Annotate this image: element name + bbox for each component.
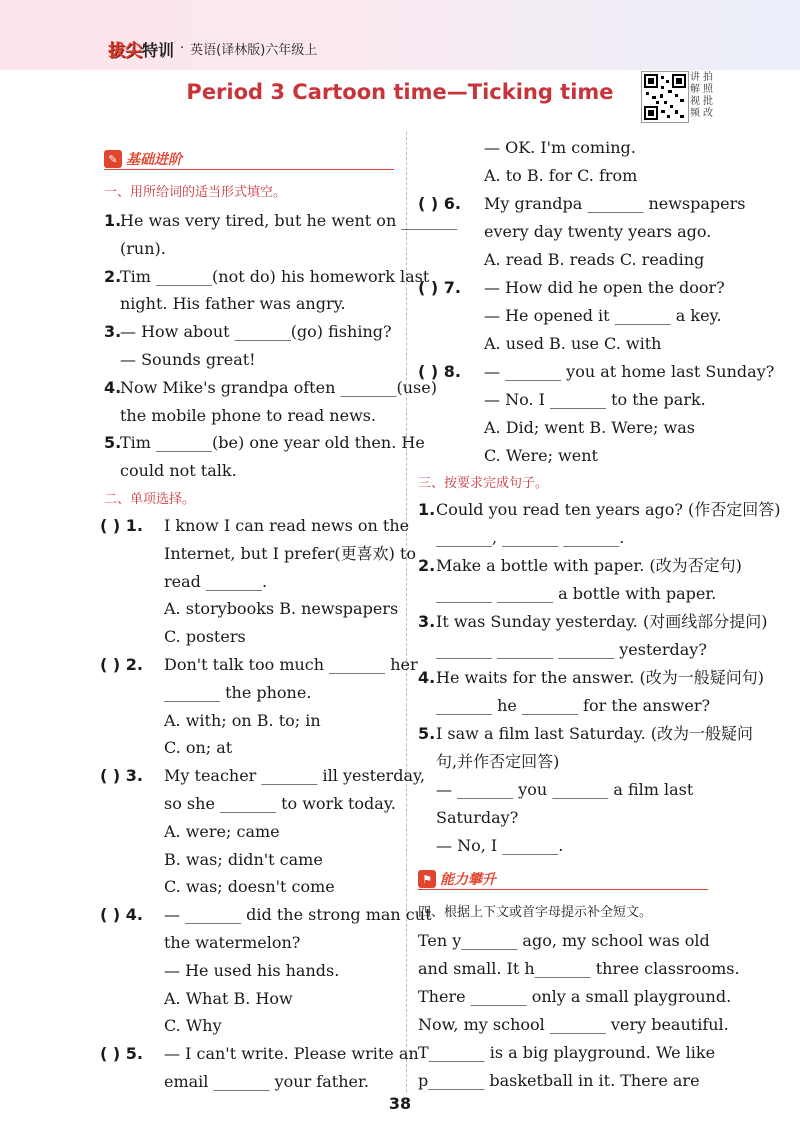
question-line	[100, 738, 232, 758]
question-text: — _______ you _______ a film last	[436, 780, 694, 799]
question-number: 2.	[418, 556, 436, 575]
question-number: 3.	[104, 322, 122, 342]
page-title: Period 3 Cartoon time—Ticking time	[186, 80, 614, 104]
question-line	[418, 166, 637, 186]
question-line	[100, 711, 321, 731]
question-number: 1.	[418, 500, 436, 519]
question-line	[100, 1072, 369, 1092]
question-text: Tim _______(not do) his homework last	[120, 266, 430, 286]
question-line	[418, 640, 707, 660]
question-line	[418, 780, 693, 800]
question-line	[418, 752, 559, 772]
question-line	[418, 836, 563, 856]
question-text: A. read B. reads C. reading	[484, 250, 705, 269]
question-text: could not talk.	[120, 461, 237, 481]
question-text: the mobile phone to read news.	[120, 405, 377, 425]
question-line	[100, 544, 416, 564]
question-text: Saturday?	[436, 808, 519, 827]
question-number: 2.	[104, 266, 122, 286]
flag-icon: ⚑	[418, 870, 436, 888]
question-text: night. His father was angry.	[120, 294, 346, 314]
question-text: A. What B. How	[164, 988, 293, 1008]
question-line	[418, 418, 695, 438]
question-number: 4.	[104, 377, 122, 397]
question-line	[418, 334, 661, 354]
question-line	[100, 766, 425, 786]
question-line	[418, 584, 716, 604]
question-line	[104, 350, 256, 370]
question-line	[104, 267, 429, 287]
banner-underline	[418, 889, 708, 890]
question-number: ( ) 8.	[418, 362, 461, 381]
question-text: C. Were; went	[484, 446, 598, 465]
question-number: ( ) 6.	[418, 194, 461, 213]
question-text: _______ _______ a bottle with paper.	[436, 584, 717, 603]
question-number: ( ) 5.	[100, 1044, 143, 1064]
question-text: A. were; came	[164, 821, 280, 841]
question-line	[418, 446, 598, 466]
question-number: 5.	[418, 724, 436, 743]
question-line	[418, 696, 710, 716]
question-text: A. Did; went B. Were; was	[484, 418, 695, 437]
question-text: _______ he _______ for the answer?	[436, 696, 711, 715]
question-text: A. used B. use C. with	[484, 334, 662, 353]
question-text: C. was; doesn't come	[164, 877, 335, 897]
question-number: 4.	[418, 668, 436, 687]
question-text: email _______ your father.	[164, 1072, 369, 1091]
question-number: ( ) 3.	[100, 766, 143, 786]
question-line	[100, 822, 280, 842]
header-dot: ·	[180, 40, 185, 56]
question-line	[100, 599, 398, 619]
question-text: I saw a film last Saturday. (改为一般疑问	[436, 724, 753, 743]
question-text: Don't talk too much _______ her	[164, 655, 418, 674]
qr-code[interactable]	[641, 71, 689, 123]
question-text: — I can't write. Please write an	[164, 1044, 419, 1064]
question-text: 句,并作否定回答)	[436, 752, 560, 771]
question-line	[100, 1044, 419, 1064]
question-line	[100, 933, 300, 953]
question-text: Tim _______(be) one year old then. He	[120, 433, 425, 453]
question-line	[418, 528, 624, 548]
question-line	[418, 194, 745, 214]
question-number: 1.	[104, 211, 122, 230]
question-line	[100, 850, 323, 870]
passage-line: Ten y_______ ago, my school was old	[418, 931, 710, 950]
question-number: 5.	[104, 433, 122, 453]
question-line	[104, 294, 346, 314]
question-text: A. storybooks B. newspapers	[164, 599, 399, 619]
question-text: — OK. I'm coming.	[484, 138, 636, 157]
passage-line: p_______ basketball in it. There are	[418, 1071, 700, 1090]
question-line	[100, 627, 246, 647]
question-line	[100, 1016, 222, 1036]
question-text: My teacher _______ ill yesterday,	[164, 766, 425, 786]
question-line	[418, 724, 753, 744]
question-line	[418, 612, 767, 632]
question-text: Make a bottle with paper. (改为否定句)	[436, 556, 742, 575]
section-banner-advanced: ⚑ 能力攀升	[418, 868, 496, 890]
question-text: _______ _______ _______ yesterday?	[436, 640, 707, 659]
question-text: B. was; didn't came	[164, 849, 323, 869]
question-text: C. posters	[164, 627, 246, 647]
question-text: (run).	[120, 238, 166, 258]
question-text: — No, I _______.	[436, 836, 564, 855]
question-text: My grandpa _______ newspapers	[484, 194, 746, 213]
section-3-heading: 三、按要求完成句子。	[418, 476, 549, 491]
question-number: ( ) 2.	[100, 655, 143, 674]
passage-line: and small. It h_______ three classrooms.	[418, 959, 740, 978]
question-text: Internet, but I prefer(更喜欢) to	[164, 543, 417, 563]
question-line	[100, 794, 396, 814]
passage-line: Now, my school _______ very beautiful.	[418, 1015, 729, 1034]
question-text: — No. I _______ to the park.	[484, 390, 706, 409]
question-text: _______, _______ _______.	[436, 528, 625, 547]
question-text: He was very tired, but he went on _______	[120, 211, 458, 230]
series-title: 英语(译林版)六年级上	[190, 42, 318, 58]
question-line	[418, 222, 711, 242]
question-text: C. on; at	[164, 738, 233, 758]
question-line	[104, 378, 437, 398]
question-text: — He opened it _______ a key.	[484, 306, 722, 325]
question-line	[104, 211, 457, 231]
question-text: C. Why	[164, 1016, 222, 1036]
question-number: ( ) 4.	[100, 905, 143, 925]
question-text: — Sounds great!	[120, 350, 256, 369]
question-line	[418, 278, 725, 298]
question-text: every day twenty years ago.	[484, 222, 712, 241]
question-line	[418, 362, 774, 382]
question-text: — _______ did the strong man cut	[164, 905, 432, 925]
question-line	[418, 668, 764, 688]
question-line	[100, 572, 267, 592]
question-line	[104, 239, 166, 259]
question-text: — He used his hands.	[164, 960, 340, 980]
question-line	[100, 961, 339, 981]
banner-underline	[104, 169, 394, 170]
question-line	[418, 250, 704, 270]
question-line	[100, 905, 432, 925]
pencil-icon: ✎	[104, 150, 122, 168]
question-text: It was Sunday yesterday. (对画线部分提问)	[436, 612, 768, 631]
page-header	[108, 36, 317, 60]
section-banner-basic: ✎ 基础进阶	[104, 148, 182, 170]
question-text: A. to B. for C. from	[484, 166, 638, 185]
passage-line: T_______ is a big playground. We like	[418, 1043, 716, 1062]
page-number: 38	[388, 1094, 412, 1113]
question-line	[104, 406, 376, 426]
section-2-heading: 二、单项选择。	[104, 492, 196, 507]
question-line	[100, 683, 311, 703]
question-line	[100, 877, 335, 897]
question-text: — How did he open the door?	[484, 278, 725, 297]
question-line	[418, 556, 742, 576]
section-1-heading: 一、用所给词的适当形式填空。	[104, 185, 287, 200]
question-text: Could you read ten years ago? (作否定回答)	[436, 500, 781, 519]
question-line	[418, 306, 722, 326]
question-line	[418, 138, 636, 158]
question-text: A. with; on B. to; in	[164, 710, 321, 730]
question-text: Now Mike's grandpa often _______(use)	[120, 377, 437, 397]
question-text: read _______.	[164, 571, 268, 591]
question-number: 3.	[418, 612, 436, 631]
question-line	[104, 322, 392, 342]
question-text: _______ the phone.	[164, 682, 312, 702]
question-number: ( ) 1.	[100, 516, 143, 535]
question-line	[100, 989, 293, 1009]
question-text: so she _______ to work today.	[164, 794, 396, 813]
question-number: ( ) 7.	[418, 278, 461, 297]
qr-caption: 讲 拍 解 照 视 批 频 改	[690, 72, 713, 119]
question-text: — How about _______(go) fishing?	[120, 322, 392, 342]
question-line	[104, 433, 425, 453]
question-line	[418, 808, 518, 828]
passage-line: There _______ only a small playground.	[418, 987, 732, 1006]
question-line	[418, 500, 781, 520]
question-line	[100, 516, 409, 536]
question-line	[100, 655, 418, 675]
question-text: — _______ you at home last Sunday?	[484, 362, 775, 381]
question-text: He waits for the answer. (改为一般疑问句)	[436, 668, 764, 687]
brand-logo: 拔尖特训	[108, 40, 175, 61]
question-line	[418, 390, 706, 410]
question-text: I know I can read news on the	[164, 516, 410, 535]
section-4-heading: 四、根据上下文或首字母提示补全短文。	[418, 905, 653, 920]
question-line	[104, 461, 237, 481]
question-text: the watermelon?	[164, 933, 301, 952]
